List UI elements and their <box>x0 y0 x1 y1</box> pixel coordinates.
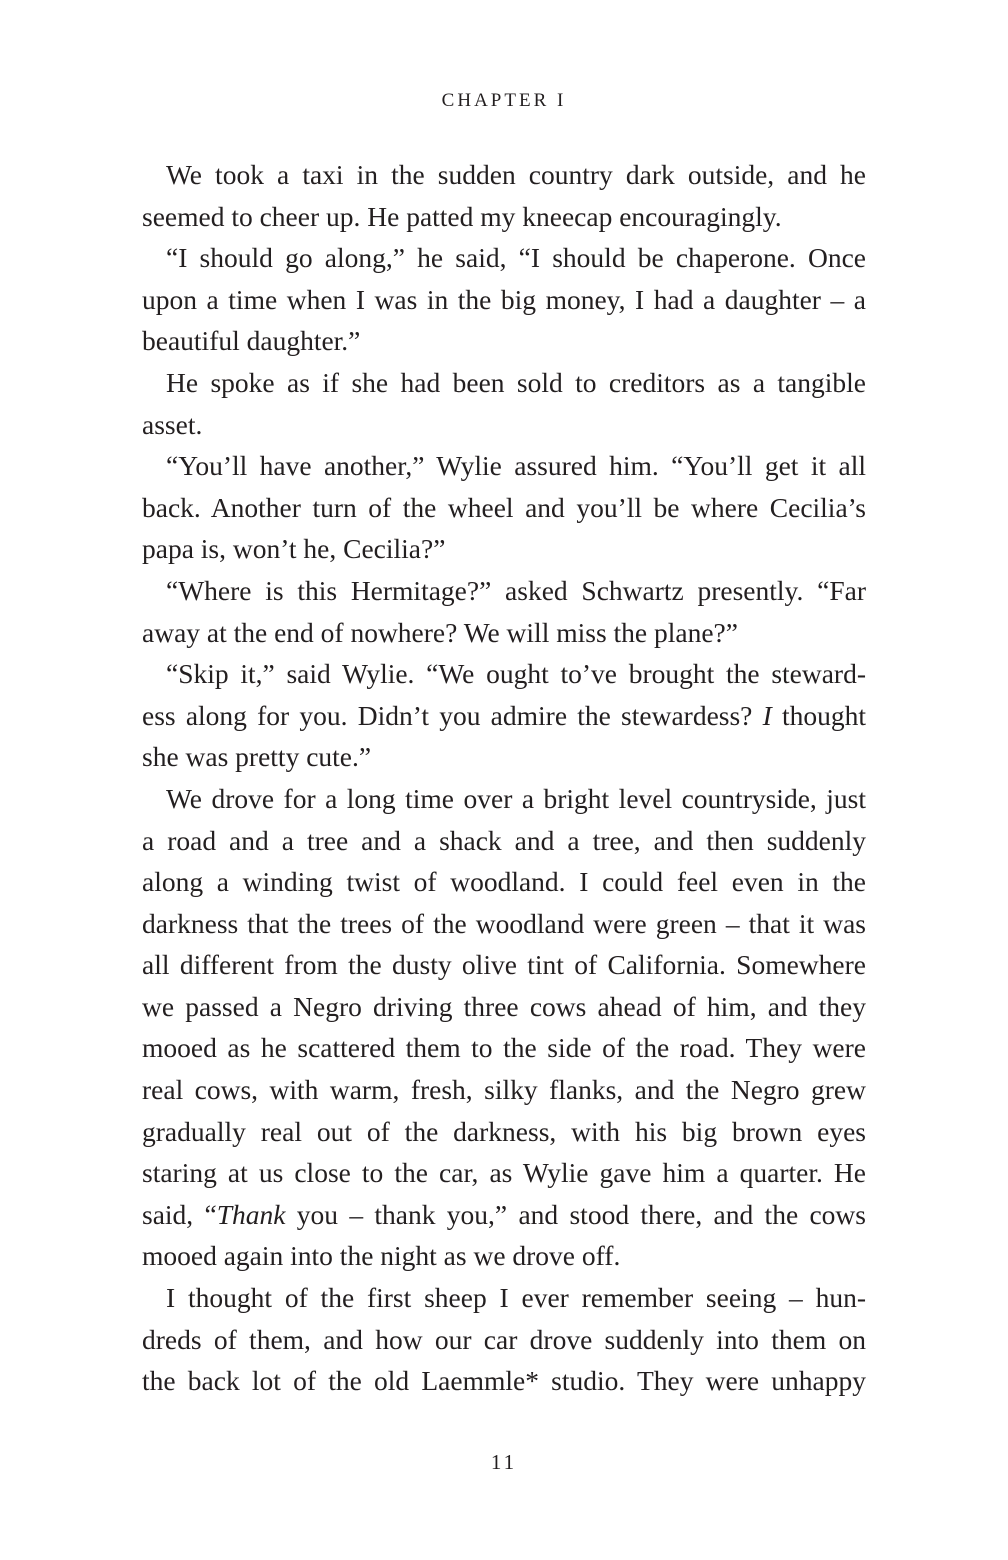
text-segment: ess along for you. Didn’t you admire the stewardess? <box>142 699 763 731</box>
text-line: the back lot of the old Laemmle* studio. They were unhappy <box>142 1365 866 1397</box>
text-line: all different from the dusty olive tint of California. Somewhere <box>142 949 866 981</box>
text-line: real cows, with warm, fresh, silky flanks, and the Negro grew <box>142 1074 866 1106</box>
text-line: darkness that the trees of the woodland were green – that it was <box>142 907 866 939</box>
text-line: asset. <box>142 408 203 440</box>
text-line: We took a taxi in the sudden country dark outside, and he <box>166 159 866 190</box>
text-line: “You’ll have another,” Wylie assured him. “You’ll get it all <box>166 450 866 482</box>
text-line: gradually real out of the darkness, with his big brown eyes <box>142 1115 866 1147</box>
text-segment: said, “ <box>142 1198 217 1230</box>
text-segment: thought <box>771 699 867 731</box>
text-line: we passed a Negro driving three cows ahead of him, and they <box>142 990 866 1022</box>
text-line: papa is, won’t he, Cecilia?” <box>142 533 446 565</box>
text-segment: you – thank you,” and stood there, and the cows <box>285 1198 866 1230</box>
text-line: along a winding twist of woodland. I could feel even in the <box>142 866 866 898</box>
text-line <box>142 1194 866 1236</box>
text-line <box>142 695 866 737</box>
page-number: 11 <box>490 1450 518 1474</box>
text-line: a road and a tree and a shack and a tree, and then suddenly <box>142 824 866 856</box>
text-line: beautiful daughter.” <box>142 325 361 357</box>
text-line: “Skip it,” said Wylie. “We ought to’ve brought the steward- <box>166 658 866 690</box>
text-line: dreds of them, and how our car drove suddenly into them on <box>142 1323 866 1355</box>
text-line: He spoke as if she had been sold to creditors as a tangible <box>166 366 866 398</box>
text-line: staring at us close to the car, as Wylie gave him a quarter. He <box>142 1157 866 1189</box>
body-text <box>142 154 866 1402</box>
text-line: back. Another turn of the wheel and you’ll be where Cecilia’s <box>142 491 866 523</box>
text-line: “I should go along,” he said, “I should be chaperone. Once <box>166 242 866 274</box>
text-line: upon a time when I was in the big money, I had a daughter – a <box>142 283 866 315</box>
text-line: We drove for a long time over a bright level countryside, just <box>166 782 866 814</box>
running-head: CHAPTER I <box>441 90 567 111</box>
text-line: seemed to cheer up. He patted my kneecap encouragingly. <box>142 200 782 232</box>
text-line: “Where is this Hermitage?” asked Schwartz presently. “Far <box>166 574 866 606</box>
italic-word: I <box>762 699 772 731</box>
text-line: mooed again into the night as we drove off. <box>142 1240 621 1272</box>
text-line: away at the end of nowhere? We will miss the plane?” <box>142 616 738 648</box>
text-line: I thought of the first sheep I ever remember seeing – hun- <box>166 1282 866 1314</box>
text-line: mooed as he scattered them to the side of the road. They were <box>142 1032 866 1064</box>
italic-word: Thank <box>216 1198 286 1230</box>
text-line: she was pretty cute.” <box>142 741 372 773</box>
